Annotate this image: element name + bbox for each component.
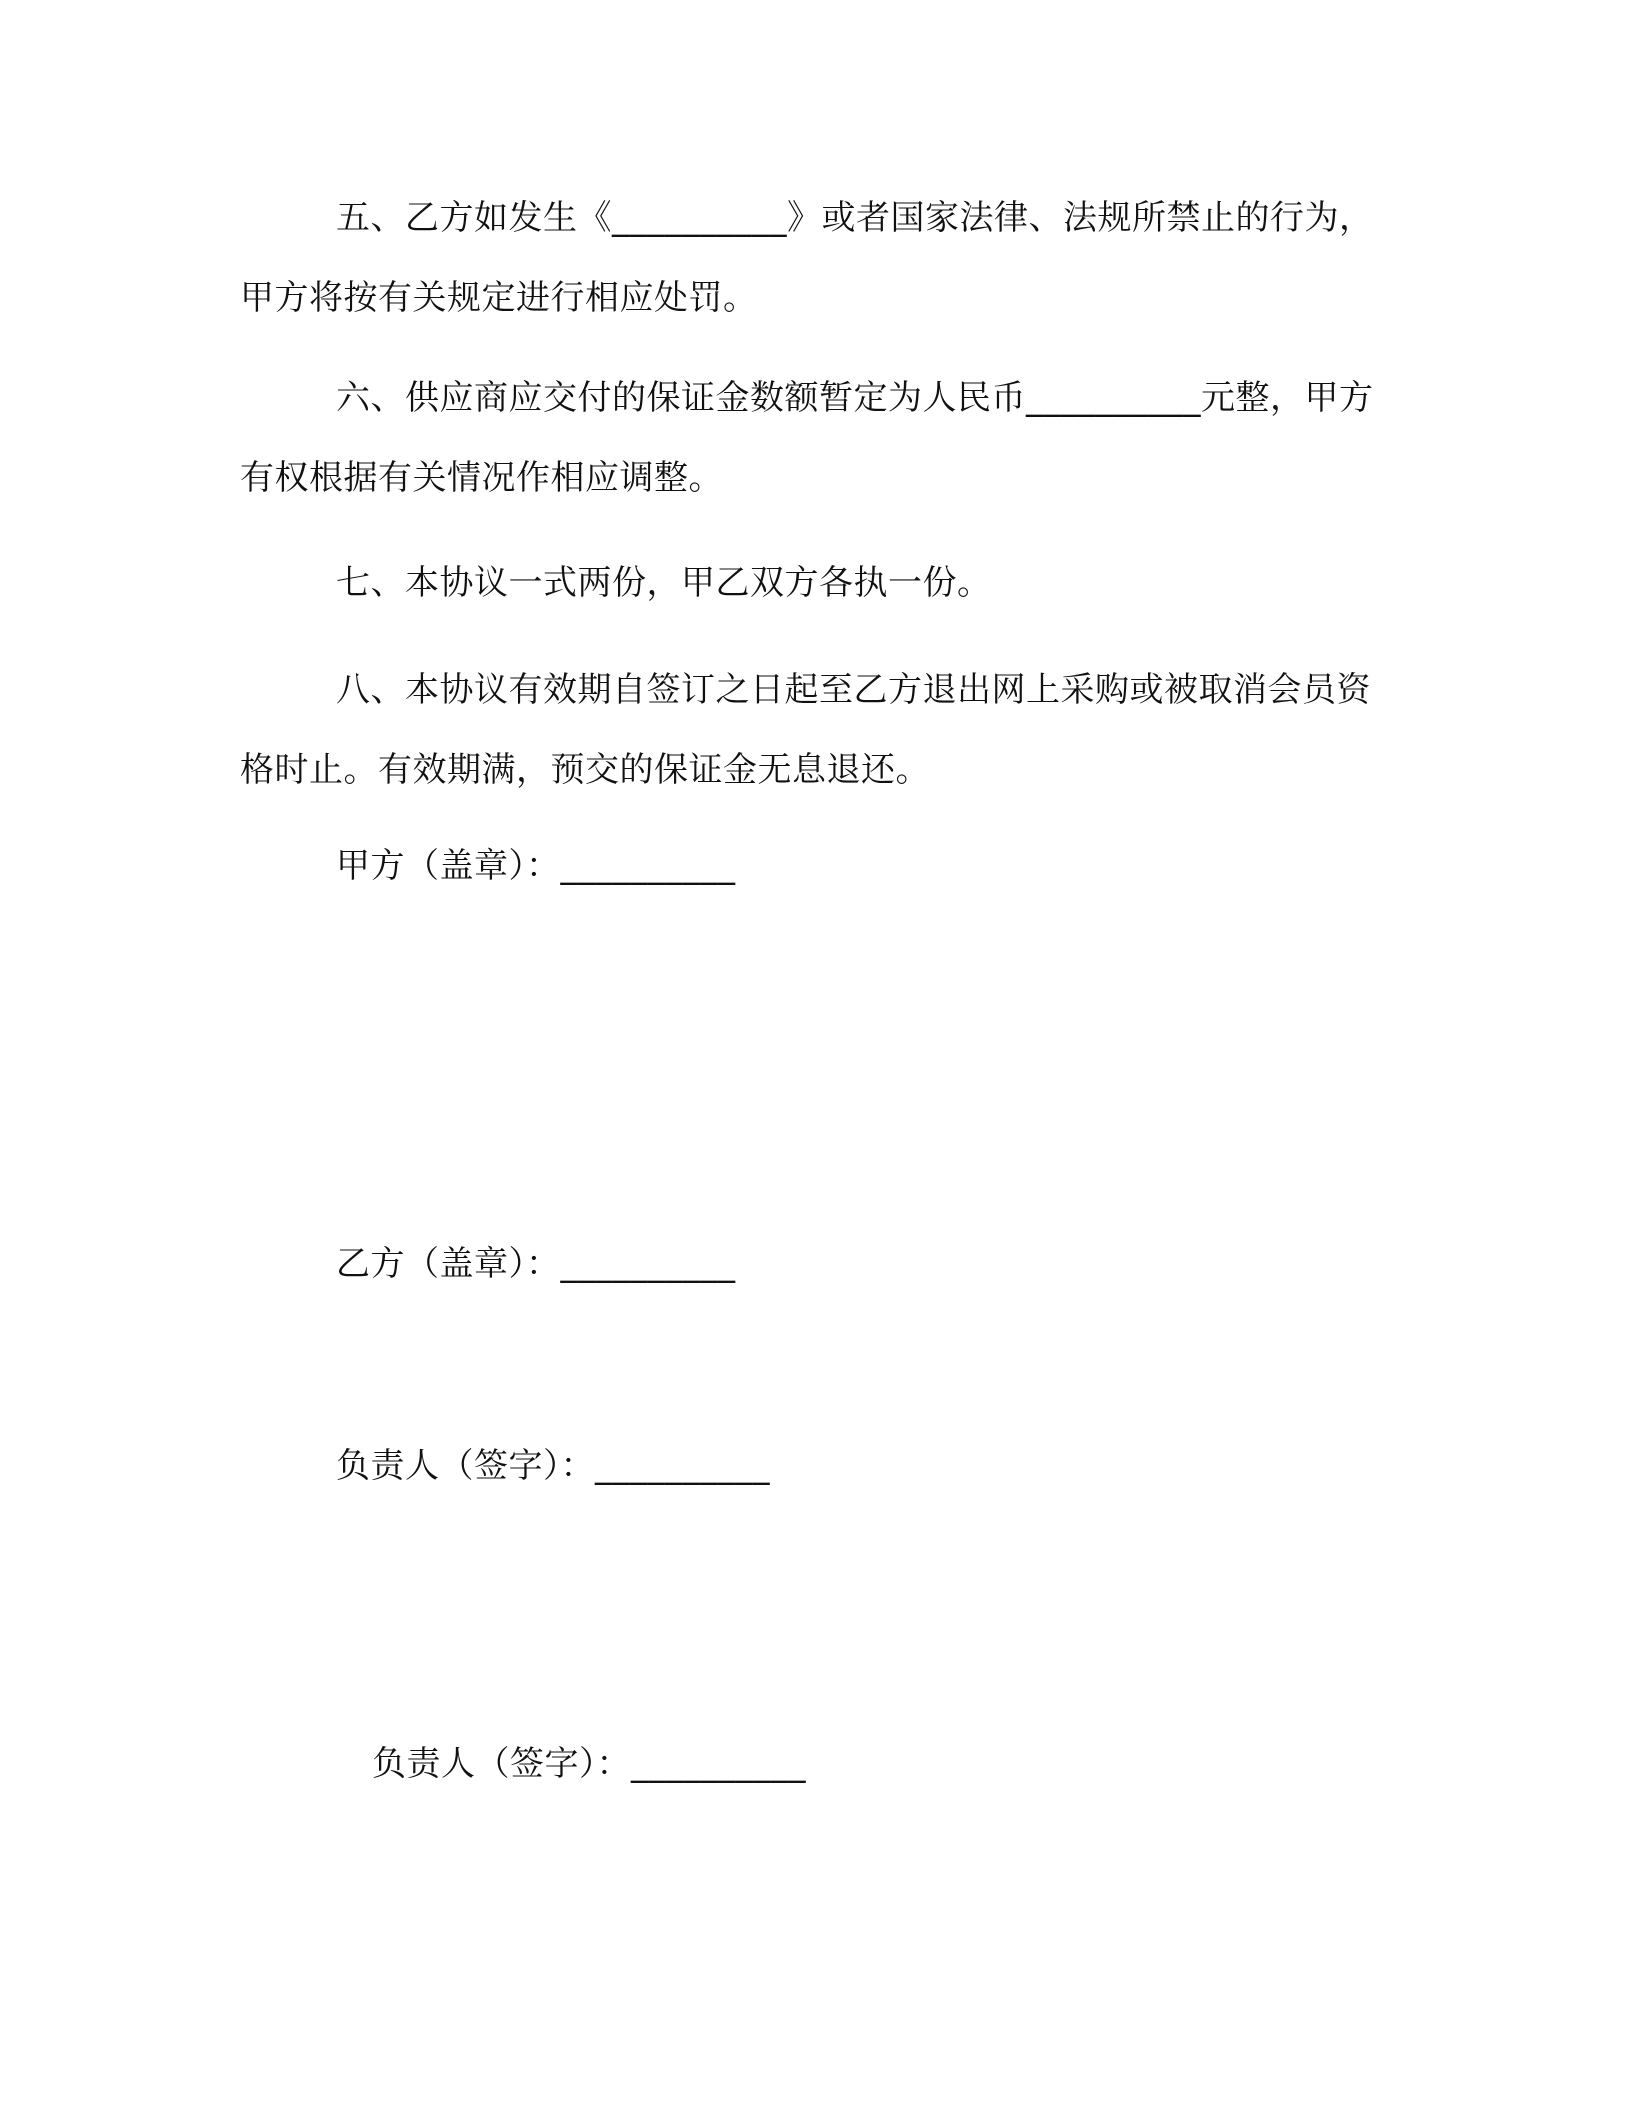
clause-8: 八、本协议有效期自签订之日起至乙方退出网上采购或被取消会员资格时止。有效期满，预交的保证金无息退还。 bbox=[240, 670, 1371, 790]
clause-6: 六、供应商应交付的保证金数额暂定为人民币__________元整，甲方有权根据有关情况作相应调整。 bbox=[240, 378, 1374, 498]
clause-7: 七、本协议一式两份，甲乙双方各执一份。 bbox=[336, 563, 992, 603]
party-b-seal-line: 乙方（盖章）：__________ bbox=[336, 1244, 736, 1284]
responsible-signature-line-2: 负责人（签字）：__________ bbox=[372, 1744, 806, 1784]
party-a-seal-line: 甲方（盖章）：__________ bbox=[336, 846, 736, 886]
responsible-signature-line-1: 负责人（签字）：__________ bbox=[336, 1446, 770, 1486]
clause-5: 五、乙方如发生《__________》或者国家法律、法规所禁止的行为，甲方将按有关规定进行相应处罚。 bbox=[240, 198, 1374, 318]
